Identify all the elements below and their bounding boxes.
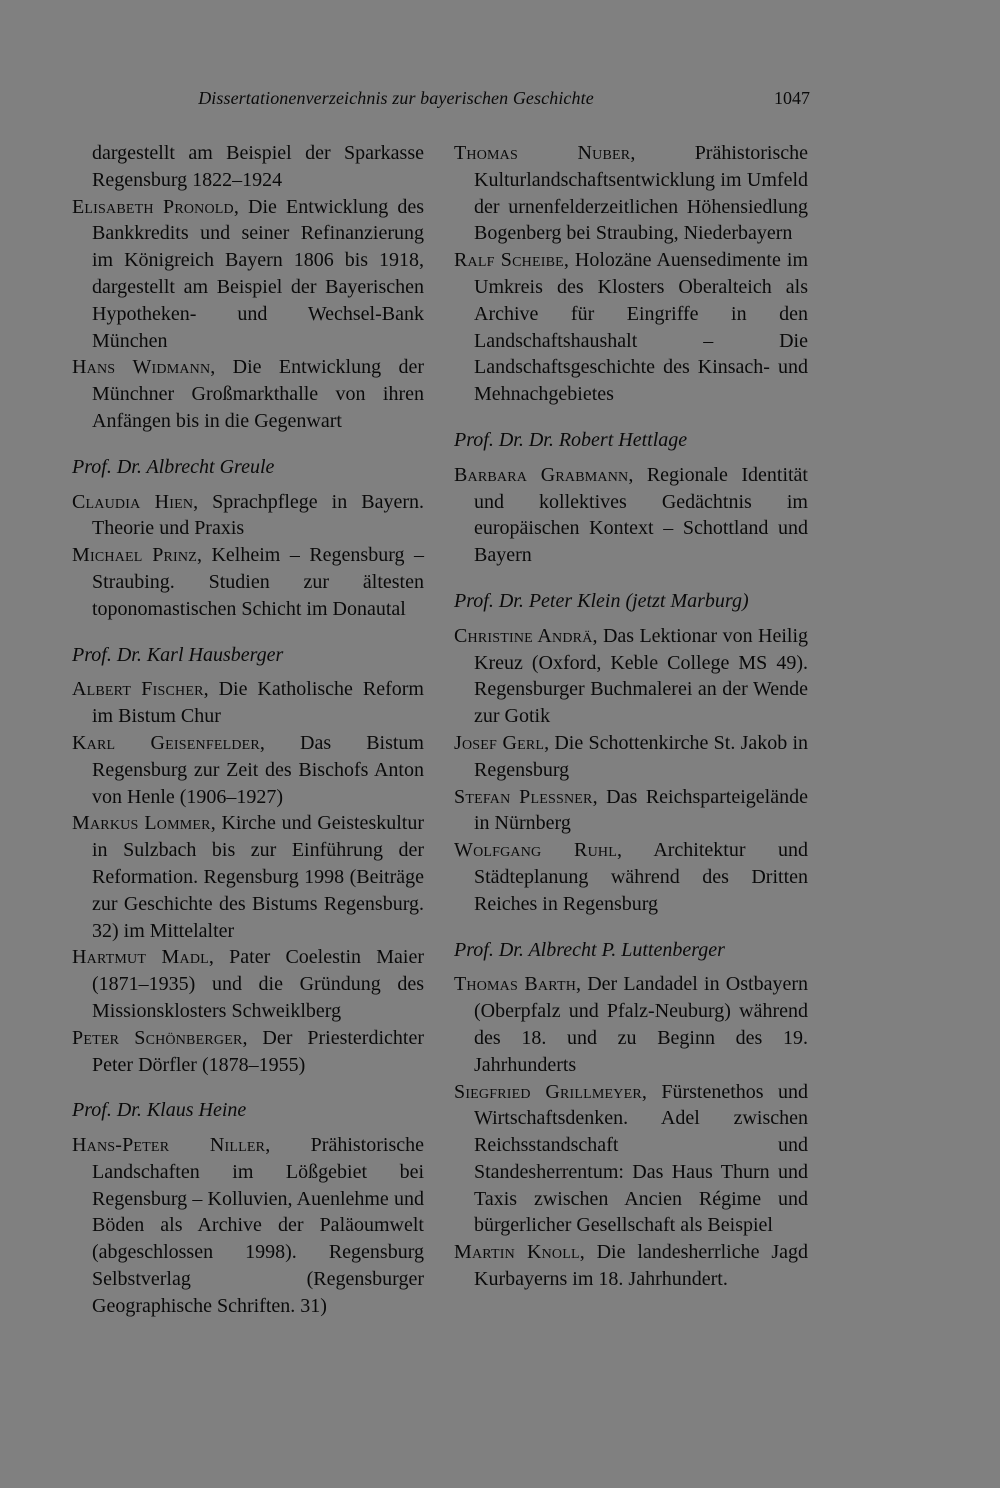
entry-text: , Der Landadel in Ostbayern (Oberpfalz und Pfalz-Neuburg) während des 18. und zu Beginn des 19. Jahrhunderts <box>474 973 809 1076</box>
professor-heading: Prof. Dr. Peter Klein (jetzt Marburg) <box>454 589 749 612</box>
entry <box>72 1025 424 1079</box>
entry-text: , Die Entwicklung der Münchner Großmarkthalle von ihren Anfängen bis in die Gegenwart <box>92 356 424 432</box>
running-header <box>72 88 810 116</box>
author-name: Christine Andrä <box>454 624 593 647</box>
entry <box>454 1239 808 1293</box>
author-name: Hartmut Madl <box>72 946 209 969</box>
entry-text: , Das Reichsparteigelände in Nürnberg <box>474 785 808 835</box>
author-name: Elisabeth Pronold <box>72 195 234 218</box>
entry-text: , Fürstenethos und Wirtschaftsdenken. Adel zwischen Reichsstandschaft und Standesherrentum: Das Haus Thurn und Taxis zwischen Ancien Régime und bürgerlicher Gesellschaft als Beispiel <box>474 1080 808 1237</box>
entry-text: , Das Lektionar von Heilig Kreuz (Oxford, Keble College MS 49). Regensburger Buchmalerei an der Wende zur Gotik <box>474 624 808 728</box>
author-name: Peter Schönberger <box>72 1026 243 1049</box>
entry <box>454 730 808 784</box>
entry <box>72 944 424 1024</box>
entry-text: , Sprachpflege in Bayern. Theorie und Praxis <box>92 490 424 540</box>
entry <box>72 194 424 355</box>
entry <box>454 1079 808 1240</box>
entry-text: , Kelheim – Regensburg – Straubing. Studien zur ältesten toponomastischen Schicht im Donautal <box>92 544 424 620</box>
entry-text: , Das Bistum Regensburg zur Zeit des Bischofs Anton von Henle (1906–1927) <box>92 731 424 808</box>
author-name: Josef Gerl <box>454 731 545 754</box>
entry-text: , Prähistorische Landschaften im Lößgebiet bei Regensburg – Kolluvien, Auenlehme und Böden als Archive der Paläoumwelt (abgeschlossen 1998). Regensburg Selbstverlag (Regensburger Geographische Schriften. 31) <box>92 1134 424 1317</box>
author-name: Martin Knoll <box>454 1241 580 1264</box>
entry-continuation <box>72 140 424 194</box>
entry <box>72 730 424 810</box>
author-name: Siegfried Grillmeyer <box>454 1080 642 1103</box>
entry-text: , Die Schottenkirche St. Jakob in Regensburg <box>474 731 809 781</box>
entry-text: , Die landesherrliche Jagd Kurbayerns im 18. Jahrhundert. <box>474 1241 808 1291</box>
professor-heading: Prof. Dr. Karl Hausberger <box>72 643 284 666</box>
entry <box>454 971 808 1078</box>
entry-text: , Architektur und Städteplanung während des Dritten Reiches in Regensburg <box>474 839 808 915</box>
entry-text: , Die Katholische Reform im Bistum Chur <box>92 678 424 728</box>
author-name: Thomas Barth <box>454 973 577 996</box>
entry-text: , Der Priesterdichter Peter Dörfler (1878–1955) <box>92 1026 424 1076</box>
entry <box>454 837 808 917</box>
professor-heading: Prof. Dr. Albrecht P. Luttenberger <box>454 938 725 961</box>
professor-heading: Prof. Dr. Klaus Heine <box>72 1099 247 1122</box>
author-name: Hans Widmann <box>72 356 211 379</box>
entry <box>454 623 808 730</box>
entry-text: dargestellt am Beispiel der Sparkasse Regensburg 1822–1924 <box>92 142 424 191</box>
author-name: Claudia Hien <box>72 490 194 513</box>
entry <box>454 784 808 838</box>
author-name: Thomas Nuber <box>454 142 631 164</box>
entry <box>454 462 808 569</box>
professor-heading: Prof. Dr. Dr. Robert Hettlage <box>454 428 688 451</box>
author-name: Michael Prinz <box>72 544 197 567</box>
entry-text: , Pater Coelestin Maier (1871–1935) und die Gründung des Missionsklosters Schweiklberg <box>92 946 424 1022</box>
entry <box>72 489 424 543</box>
author-name: Ralf Scheibe <box>454 249 564 272</box>
entry <box>72 1132 424 1320</box>
author-name: Markus Lommer <box>72 812 211 835</box>
author-name: Wolfgang Ruhl <box>454 839 617 862</box>
author-name: Stefan Plessner <box>454 785 593 808</box>
professor-heading: Prof. Dr. Albrecht Greule <box>72 455 275 478</box>
author-name: Barbara Grabmann <box>454 463 629 486</box>
entry <box>454 247 808 408</box>
entry-text: , Regionale Identität und kollektives Gedächtnis im europäischen Kontext – Schottland und Bayern <box>474 463 808 567</box>
entry-text: , Die Entwicklung des Bankkredits und seiner Refinanzierung im Königreich Bayern 1806 bis 1918, dargestellt am Beispiel der Bayerischen Hypotheken- und Wechsel-Bank München <box>92 195 425 352</box>
running-title: Dissertationenverzeichnis zur bayerischen Geschichte <box>198 88 594 108</box>
left-column <box>72 140 424 1320</box>
entry <box>72 542 424 622</box>
entry-text: , Kirche und Geisteskultur in Sulzbach bis zur Einführung der Reformation. Regensburg 1998 (Beiträge zur Geschichte des Bistums Regensburg. 32) im Mittelalter <box>92 812 424 942</box>
author-name: Karl Geisenfelder <box>72 731 260 754</box>
entry <box>72 354 424 434</box>
entry-text: , Holozäne Auensedimente im Umkreis des Klosters Oberalteich als Archive für Eingriffe in den Landschaftshaushalt – Die Landschaftsgeschichte des Kinsach- und Mehnachgebietes <box>474 249 808 406</box>
entry <box>72 810 424 944</box>
entry <box>454 140 808 247</box>
author-name: Hans-Peter Niller <box>72 1134 266 1157</box>
entry <box>72 676 424 730</box>
right-column <box>454 140 808 1293</box>
author-name: Albert Fischer <box>72 678 204 701</box>
entry-text: , Prähistorische Kulturlandschaftsentwicklung im Umfeld der urnenfelderzeitlichen Höhensiedlung Bogenberg bei Straubing, Niederbayern <box>474 142 808 245</box>
page-number: 1047 <box>774 88 810 108</box>
